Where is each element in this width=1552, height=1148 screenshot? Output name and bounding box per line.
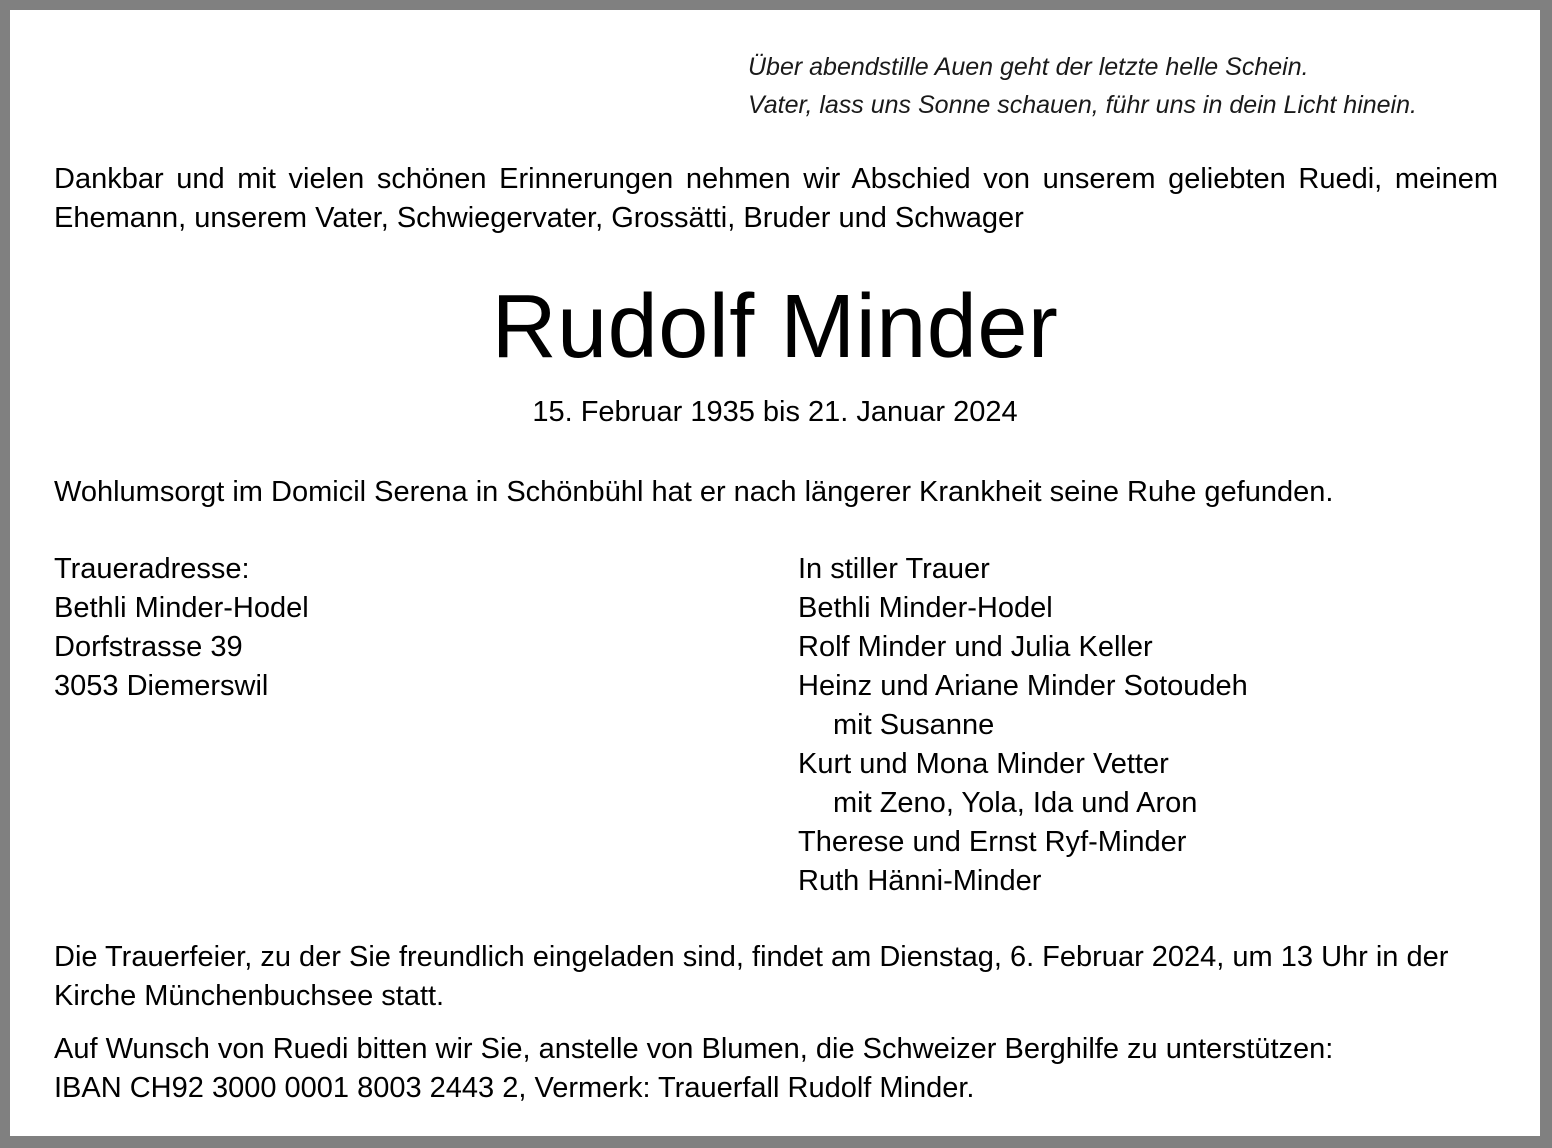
mourning-address [54, 550, 309, 706]
mourner-line: Bethli Minder-Hodel [798, 592, 1053, 624]
mourner-line: mit Zeno, Yola, Ida und Aron [833, 787, 1198, 819]
verse-line-2: Vater, lass uns Sonne schauen, führ uns in dein Licht hinein. [748, 91, 1417, 119]
address-line: Bethli Minder-Hodel [54, 592, 309, 624]
mourner-line: Heinz und Ariane Minder Sotoudeh [798, 670, 1248, 702]
mourners-heading: In stiller Trauer [798, 553, 990, 585]
address-line: Dorfstrasse 39 [54, 631, 243, 663]
ceremony-notice: Die Trauerfeier, zu der Sie freundlich eingeladen sind, findet am Dienstag, 6. Februar 2024, um 13 Uhr in der Kirche Münchenbuchsee statt. [54, 941, 1449, 1012]
donation-line-1: Auf Wunsch von Ruedi bitten wir Sie, anstelle von Blumen, die Schweizer Berghilfe zu unterstützen: [54, 1033, 1334, 1065]
mourner-line: Ruth Hänni-Minder [798, 865, 1042, 897]
address-line: 3053 Diemerswil [54, 670, 269, 702]
mourner-line: Therese und Ernst Ryf-Minder [798, 826, 1187, 858]
mourners-list [798, 550, 1248, 901]
deceased-name: Rudolf Minder [491, 277, 1059, 377]
address-heading: Traueradresse: [54, 553, 250, 585]
mourner-line: Kurt und Mona Minder Vetter [798, 748, 1169, 780]
mourner-line: mit Susanne [833, 709, 995, 741]
verse [748, 48, 1417, 124]
mourner-line: Rolf Minder und Julia Keller [798, 631, 1153, 663]
donation-notice [54, 1030, 1498, 1108]
donation-line-2: IBAN CH92 3000 0001 8003 2443 2, Vermerk: Trauerfall Rudolf Minder. [54, 1072, 975, 1104]
life-dates: 15. Februar 1935 bis 21. Januar 2024 [532, 396, 1018, 428]
obituary-page [10, 10, 1540, 1136]
intro-text: Dankbar und mit vielen schönen Erinnerungen nehmen wir Abschied von unserem geliebten Ruedi, meinem Ehemann, unserem Vater, Schwiegervater, Grossätti, Bruder und Schwager [54, 163, 1498, 234]
rest-statement: Wohlumsorgt im Domicil Serena in Schönbühl hat er nach längerer Krankheit seine Ruhe gefunden. [54, 476, 1334, 508]
verse-line-1: Über abendstille Auen geht der letzte helle Schein. [748, 53, 1309, 81]
